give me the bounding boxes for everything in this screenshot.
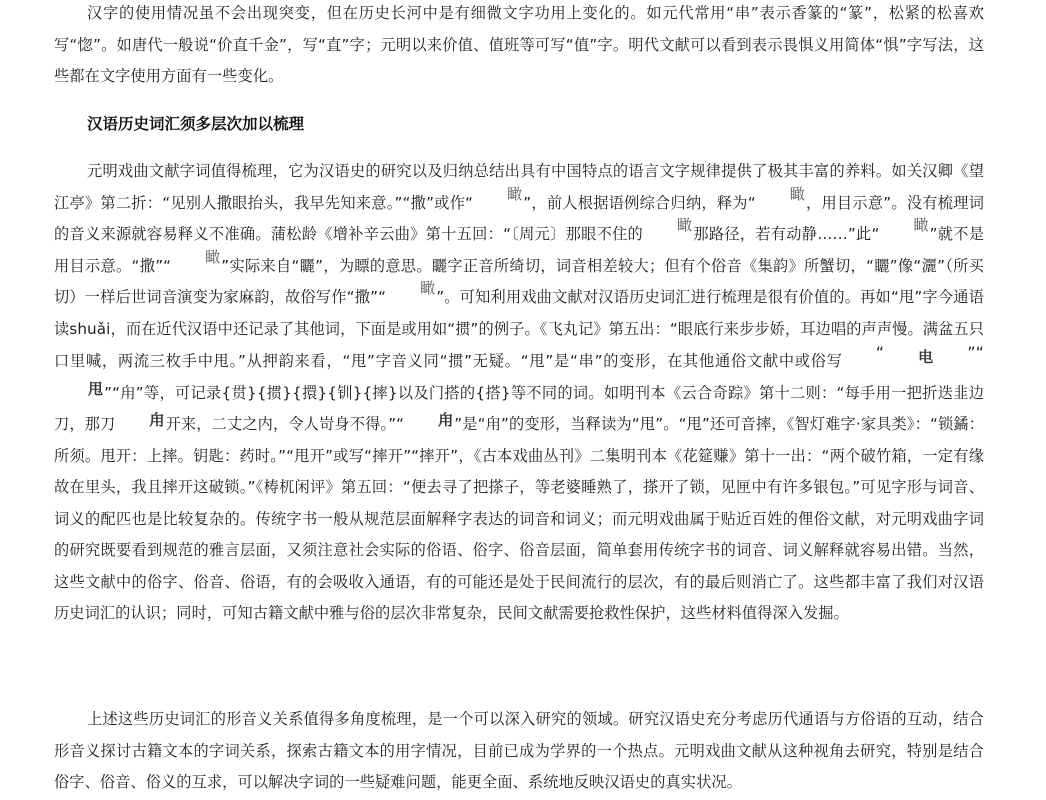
text-run: ”就不是用目示意。“撒”“ — [54, 225, 984, 275]
quote-mark: “ — [875, 343, 885, 362]
section-heading: 汉语历史词汇须多层次加以梳理 — [87, 115, 305, 133]
variant-character-image: 甪 — [438, 411, 454, 429]
text-run: ”是“甪”的变形，当释读为“甩”。“甩”还可音摔，《智灯难字·家具类》：“锁鐍：所须。甩开：上摔。钥匙：药时。”“甩开”或写“摔开”“摔开”，《古本戏曲丛刊》二集明刊本《花筵赚》第十一出：“两个破竹箱，一定有缘故在里头，我且摔开这破锁。”《梼杌闲评》第五回：“便去寻了把搽子，等老婆睡熟了，搽开了锁，见匣中有许多银包。”可见字形与词音、词义的配匹也是比较复杂的。传统字书一般从规范层面解释字表达的词音和词义；而元明戏曲属于贴近百姓的俚俗文献，对元明戏曲字词的研究既要看到规范的雅言层面，又须注意社会实际的俗语、俗字、俗音层面，简单套用传统字书的词音、词义解释就容易出错。当然，这些文献中的俗字、俗音、俗语，有的会吸收入通语，有的可能还是处于民间流行的层次，有的最后则消亡了。这些都丰富了我们对汉语历史词汇的认识；同时，可知古籍文献中雅与俗的层次非常复杂，民间文献需要抢救性保护，这些材料值得深入发掘。 — [54, 415, 985, 622]
variant-character-image: 瞰 — [677, 216, 693, 234]
variant-character-image: 电 — [918, 348, 934, 366]
variant-character-image: 瞰 — [420, 279, 436, 297]
variant-character-image: 瞰 — [205, 247, 221, 266]
text-run: 元明戏曲文献字词值得梳理，它为汉语史的研究以及归纳总结出具有中国特点的语言文字规律提供了极其丰富的养料。如关汉卿《望江亭》第二折：“见别人撒眼抬头，我早先知来意。”“撒”或作“ — [54, 162, 984, 212]
paragraph-character-usage: 汉字的使用情况虽不会出现突变，但在历史长河中是有细微文字功用上变化的。如元代常用“串”表示香篆的“篆”，松紧的松喜欢写“惚”。如唐代一般说“价直千金”，写“直”字；元明以来价值、值班等可写“值”字。明代文献可以看到表示畏惧义用简体“惧”字写法，这些都在文字使用方面有一些变化。 — [54, 4, 984, 85]
variant-character-image: 瞰 — [789, 184, 805, 203]
text-run: 开来，二丈之内，令人岢身不得。”“ — [165, 415, 405, 433]
quote-mark: ”“ — [967, 343, 984, 362]
variant-character-image: 瞰 — [913, 216, 929, 234]
variant-character-image: 甩 — [88, 379, 104, 398]
variant-character-image: 瞰 — [507, 184, 523, 203]
text-run: ”“甪”等，可记录{贯}{掼}{擐}{钏}{摔}以及门搭的{搭}等不同的词。如明刊本《云合奇踪》第十二则：“每手用一把折迭韭边刀，那刀 — [54, 383, 984, 433]
text-run: ”实际来自“矖”，为瞟的意思。矖字正音所绮切，词音相差较大；但有个俗音《集韵》所蟹切，“矖”像“灑”（所买切）一样后世词音演变为家麻韵，故俗写作“撒”“ — [54, 256, 984, 306]
text-run: ，用目示意”。没有梳理词的音义来源就容易释义不准确。蒲松龄《增补辛云曲》第十五回：“〔周元〕那眼不住的 — [54, 193, 984, 243]
paragraph-vocabulary — [54, 156, 984, 630]
text-run: 那路径，若有动静……”此“ — [693, 225, 880, 243]
variant-character-image: 甪 — [149, 411, 165, 429]
paragraph-conclusion: 上述这些历史词汇的形音义关系值得多角度梳理，是一个可以深入研究的领域。研究汉语史充分考虑历代通语与方俗语的互动，结合形音义探讨古籍文本的字词关系，探索古籍文本的用字情况，目前已成为学界的一个热点。元明戏曲文献从这种视角去研究，特别是结合俗字、俗音、俗义的互求，可以解决字词的一些疑难问题，能更全面、系统地反映汉语史的真实状况。 — [54, 710, 984, 791]
text-run: ”，前人根据语例综合归纳，释为“ — [523, 193, 756, 212]
text-run: ”。可知利用戏曲文献对汉语历史词汇进行梳理是很有价值的。再如“甩”字今通语读shuǎi，而在近代汉语中还记录了其他词，下面是或用如“掼”的例子。《飞丸记》第五出：“眼底行来步步娇，耳边唱的声声慢。满盆五只口里喊，两流三枚手中甩。”从押韵来看，“甩”字音义同“掼”无疑。“甩”是“串”的变形，在其他通俗文献中或俗写 — [54, 288, 985, 370]
